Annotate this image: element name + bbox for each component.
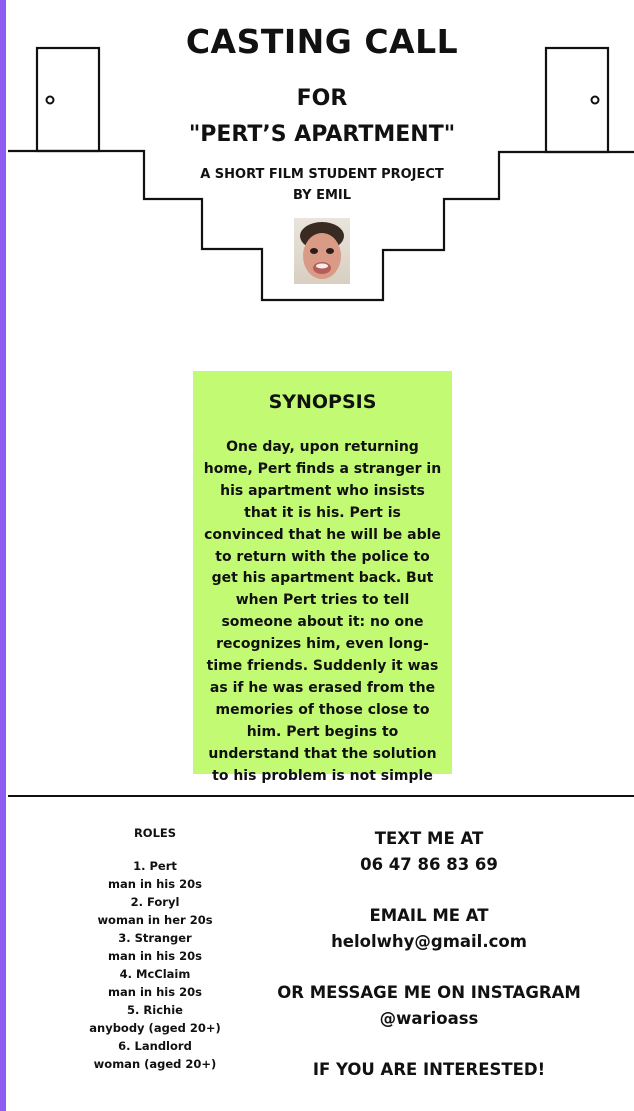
subtitle-line-2: BY EMIL [292,188,352,203]
teeth-shape [316,264,328,269]
email-label: EMAIL ME AT [369,906,489,925]
for-label: FOR [296,86,348,111]
right-eye-shape [326,248,334,254]
spacer [270,878,588,903]
page-title: CASTING CALL [185,22,459,61]
instagram-handle: @warioass [379,1009,479,1028]
film-title: "PERT’S APARTMENT" [188,122,456,147]
role-name: 4. McClaim [119,967,191,981]
role-name: 5. Richie [127,1003,183,1017]
director-portrait-photo [294,218,350,284]
face-illustration [294,218,350,284]
phone-number: 06 47 86 83 69 [360,855,498,874]
role-name: 6. Landlord [118,1039,192,1053]
left-eye-shape [310,248,318,254]
subtitle [0,164,634,206]
role-name: 3. Stranger [118,931,192,945]
spacer [270,955,588,980]
roles-heading: ROLES [133,826,177,840]
subtitle-line-1: A SHORT FILM STUDENT PROJECT [200,167,444,182]
role-description: man in his 20s [108,877,202,891]
spacer [270,1032,588,1057]
text-label: TEXT ME AT [374,829,484,848]
instagram-label: OR MESSAGE ME ON INSTAGRAM [277,983,581,1002]
synopsis-text: One day, upon returning home, Pert finds a stranger in his apartment who insists that it is his. Pert is convinced that he will be able to return with the police to get his apartment back. But when Pert tries to tell someone about it: no one recognizes him, even long-time friends. Suddenly it was as if he was erased from the memories of those close to him. Pert begins to understand that the solution to his problem is not simple [203,439,442,784]
section-divider [8,795,634,797]
role-description: woman in her 20s [97,913,213,927]
role-description: man in his 20s [108,985,202,999]
roles-list [70,826,240,1073]
email-address: helolwhy@gmail.com [331,932,527,951]
contact-info [270,826,588,1083]
role-description: anybody (aged 20+) [89,1021,221,1035]
role-name: 1. Pert [133,859,177,873]
role-description: woman (aged 20+) [93,1057,217,1071]
closing-text: IF YOU ARE INTERESTED! [312,1060,546,1079]
role-description: man in his 20s [108,949,202,963]
role-name: 2. Foryl [130,895,180,909]
synopsis-box [193,371,452,784]
synopsis-heading: SYNOPSIS [268,391,377,413]
